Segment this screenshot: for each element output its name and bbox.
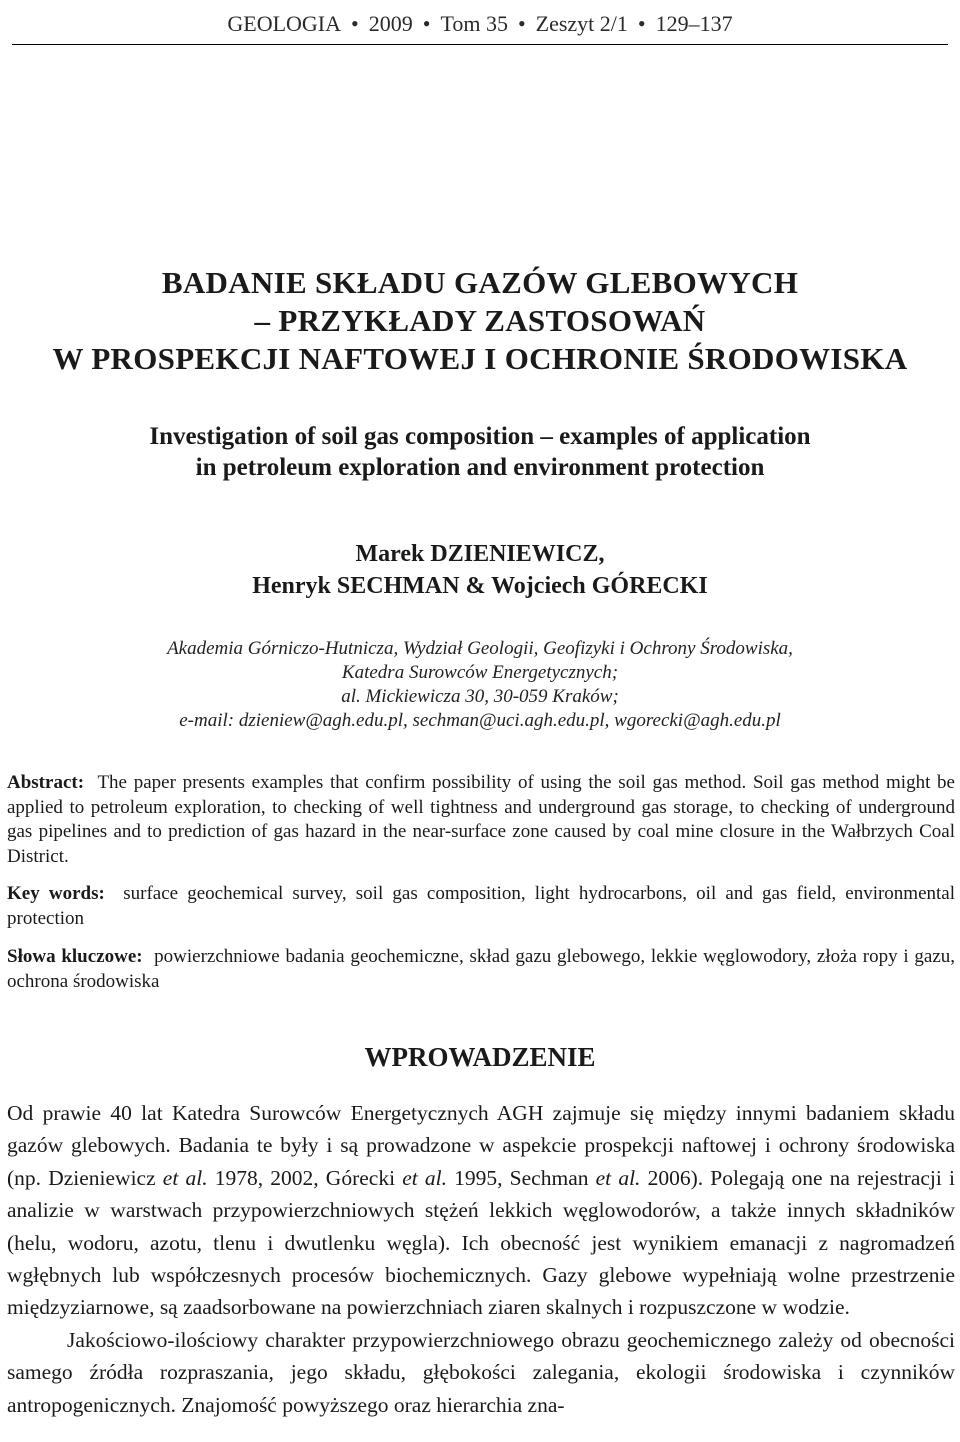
title-polish-line: – PRZYKŁADY ZASTOSOWAŃ — [254, 303, 706, 338]
affiliation-line: Katedra Surowców Energetycznych; — [341, 662, 619, 683]
section-heading: WPROWADZENIE — [364, 1042, 596, 1072]
paragraph-text: 2006). Polegają one na rejestracji i analizie w warstwach przypowierzchniowych stężeń lekkich węglowodorów, a także innych składników (helu, wodoru, azotu, tlenu i dwutlenku węgla). Ich obecność jest wynikiem emanacji z nagromadzeń wgłębnych lub współczesnych procesów biochemicznych. Gazy glebowe wypełniają wolne przestrzenie międzyziarnowe, są zaadsorbowane na powierzchniach ziaren skalnych i rozpuszczone w wodzie. — [7, 1165, 955, 1320]
author-line: Marek DZIENIEWICZ, — [355, 541, 605, 567]
abstract — [7, 771, 955, 869]
journal-issue: Zeszyt 2/1 — [535, 11, 628, 36]
email-line: e-mail: dzieniew@agh.edu.pl, sechman@uci.agh.edu.pl, wgorecki@agh.edu.pl — [179, 710, 781, 731]
et-al: et al. — [402, 1165, 447, 1190]
slowa-kluczowe — [7, 945, 955, 994]
title-polish — [0, 264, 960, 378]
title-polish-line: W PROSPEKCJI NAFTOWEJ I OCHRONIE ŚRODOWISKA — [52, 341, 908, 376]
bullet-separator: • — [517, 11, 526, 36]
body-text — [7, 1097, 955, 1421]
abstract-text: The paper presents examples that confirm possibility of using the soil gas method. Soil gas method might be applied to petroleum exploration, to checking of well tightness and underground gas storage, to checking of underground gas pipelines and to prediction of gas hazard in the near-surface zone caused by coal mine closure in the Wałbrzych Coal District. — [7, 772, 955, 867]
paragraph: Jakościowo-ilościowy charakter przypowierzchniowego obrazu geochemicznego zależy od obecności samego źródła rozpraszania, jego składu, głębokości zalegania, ekologii środowiska i czynników antropogenicznych. Znajomość powyższego oraz hierarchia zna- — [7, 1327, 955, 1417]
paragraph-text: Od prawie 40 lat Katedra Surowców Energetycznych AGH zajmuje się między innymi badaniem składu gazów glebowych. Badania te były i są prowadzone w aspekcie prospekcji naftowej i ochrony środowiska (np. Dzieniewicz — [7, 1101, 955, 1190]
bullet-separator: • — [637, 11, 646, 36]
title-english-line: Investigation of soil gas composition – examples of application — [149, 423, 811, 450]
slowa-kluczowe-text: powierzchniowe badania geochemiczne, skład gazu glebowego, lekkie węglowodory, złoża ropy i gazu, ochrona środowiska — [7, 946, 956, 992]
paragraph-text: 1978, 2002, Górecki — [207, 1165, 403, 1190]
keywords-label: Key words: — [7, 883, 105, 904]
authors — [0, 538, 960, 602]
journal-pages: 129–137 — [655, 11, 733, 36]
affiliation-line: al. Mickiewicza 30, 30-059 Kraków; — [341, 686, 619, 707]
running-header — [12, 8, 948, 45]
bullet-separator: • — [351, 11, 359, 36]
journal-year: 2009 — [368, 11, 413, 36]
bullet-separator: • — [422, 11, 431, 36]
keywords-text: surface geochemical survey, soil gas composition, light hydrocarbons, oil and gas field, environmental protection — [7, 883, 956, 929]
title-english-line: in petroleum exploration and environment protection — [195, 454, 765, 481]
et-al: et al. — [162, 1165, 208, 1190]
paragraph — [7, 1097, 955, 1324]
paragraph-text: 1995, Sechman — [446, 1165, 596, 1190]
journal-name: GEOLOGIA — [227, 11, 342, 36]
title-polish-line: BADANIE SKŁADU GAZÓW GLEBOWYCH — [161, 265, 799, 300]
slowa-kluczowe-label: Słowa kluczowe: — [7, 946, 143, 967]
title-english — [0, 421, 960, 483]
journal-volume: Tom 35 — [440, 11, 508, 36]
abstract-label: Abstract: — [7, 772, 85, 793]
keywords — [7, 882, 955, 931]
author-line: Henryk SECHMAN & Wojciech GÓRECKI — [252, 573, 708, 599]
et-al: et al. — [595, 1165, 641, 1190]
affiliation — [0, 637, 960, 733]
affiliation-line: Akademia Górniczo-Hutnicza, Wydział Geologii, Geofizyki i Ochrony Środowiska, — [167, 638, 793, 659]
